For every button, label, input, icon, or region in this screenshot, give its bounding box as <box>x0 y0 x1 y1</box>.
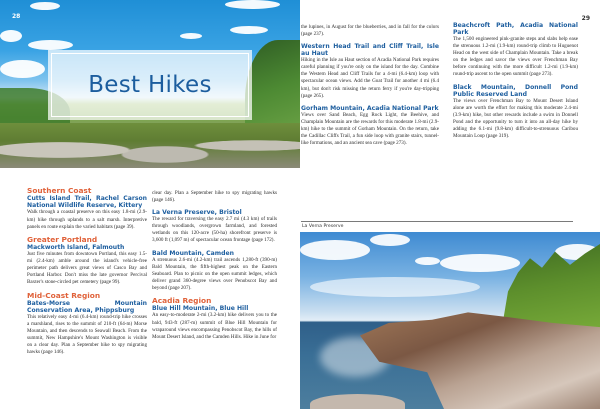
hike-heading: Beachcroft Path, Acadia National Park <box>453 22 578 36</box>
page-title: Best Hikes <box>88 72 212 98</box>
hike-description: Views over Sand Beach, Egg Rock Light, the Beehive, and Champlain Mountain are the rewards for this moderate 1.8-mi (2.9-km) hike to the summit of Gorham Mountain. On the return, take the Cadillac Cliffs Trail, a fun side loop with granite stairs, tunnel-like formations, and an ancient sea cave (page 273). <box>301 111 439 147</box>
hike-description: Hiking in the Isle au Haut section of Acadia National Park requires careful planning if you're only on the island for the day. Combine the Western Head and Cliff Trails for a 4-mi (6.4-km) loop with spectacular ocean views. Add the Goat Trail for another 4 mi (6.4 km), but don't risk missing the return ferry if you're day-tripping (page 265). <box>301 57 439 99</box>
hike-heading: La Verna Preserve, Bristol <box>152 209 242 217</box>
hike-description: This relatively easy 4-mi (6.4-km) round-trip hike crosses a marshland, rises to the summit of 210-ft (64-m) Morse Mountain, and then descends to Seawall Beach. From the summit, New Hampshire's Mount Washington is visible on a clear day. Plan a September hike to spy migrating hawks (page 146). <box>27 313 147 356</box>
hike-heading: Cutts Island Trail, Rachel Carson National Wildlife Reserve, Kittery <box>27 195 147 210</box>
hike-description: An easy-to-moderate 2-mi (3.2-km) hike delivers you to the bald, 943-ft (287-m) summit of Blue Hill Mountain for wraparound views encompassing Penobscot Bay, the hills of Mount Desert Island, and the Camden Hills. Hike in June for <box>152 312 277 340</box>
hike-description: Walk through a coastal preserve on this easy 1.8-mi (2.9-km) hike through uplands to a salt marsh. Interpretive panels en route explain the varied habitats (page 39). <box>27 209 147 230</box>
hike-heading: Bald Mountain, Camden <box>152 249 234 257</box>
hike-description: The reward for traversing the easy 2.7 mi (4.3 km) of trails through woodlands, overgrown farmland, and forested wetlands on this 120-acre (50-ha) shorefront preserve is 3,600 ft (1,097 m) of spectacular ocean frontage (page 172). <box>152 216 277 244</box>
hike-heading: Black Mountain, Donnell Pond Public Reserved Land <box>453 83 578 98</box>
rocks-image-region <box>0 123 300 168</box>
page-number-left: 28 <box>12 13 21 20</box>
text-column-1 <box>27 186 147 361</box>
region-heading: Acadia Region <box>152 296 212 306</box>
text-column-2 <box>152 190 277 353</box>
hike-heading: Blue Hill Mountain, Blue Hill <box>152 305 249 313</box>
hike-heading: Western Head Trail and Cliff Trail, Isle au Haut <box>301 43 439 58</box>
hike-description: Just five minutes from downtown Portland, this easy 1.5-mi (2.4-km) amble around the island's vehicle-free perimeter path delivers great views of Casco Bay and Portland Harbor. Don't miss the late governor Percival Baxter's stone-circled pet cemetery (page 99). <box>27 251 147 286</box>
region-heading: Southern Coast <box>27 186 92 195</box>
hike-heading: Bates-Morse Mountain Conservation Area, Phippsburg <box>27 299 147 314</box>
title-box <box>48 50 252 120</box>
page-number-right: 29 <box>581 15 590 22</box>
caption-divider <box>301 221 573 222</box>
hike-heading: Mackworth Island, Falmouth <box>27 244 125 252</box>
hike-description: The views over Frenchman Bay to Mount Desert Island alone are worth the effort for making this moderate 2.4-mi (3.9-km) hike, but other rewards include a swim in Donnell Pond and the opportunity to turn it into an all-day hike by adding the 6.1-mi (9.8-km) difficult-to-strenuous Caribou Mountain Loop (page 319). <box>453 97 578 140</box>
hike-description-continued: clear day. Plan a September hike to spy migrating hawks (page 146). <box>152 190 277 204</box>
region-heading: Greater Portland <box>27 234 98 244</box>
hike-heading: Gorham Mountain, Acadia National Park <box>301 104 439 112</box>
hike-description: A strenuous 2.6-mi (4.2-km) trail ascends 1,280-ft (390-m) Bald Mountain, the fifth-highest peak on the Eastern Seaboard. Plan to picnic on the open summit ledges, which deliver grand 360-degree views over Penobscot Bay and beyond (page 207). <box>152 256 277 291</box>
photo-caption: La Verna Preserve <box>302 224 344 229</box>
region-heading: Mid-Coast Region <box>27 290 101 300</box>
hike-description: The 1,500 engineered pink-granite steps and slabs help ease the strenuous 1.2-mi (1.9-km) round-trip climb to Huguenot Head on the west side of Champlain Mountain. Take a break on the ledges and savor the views over Frenchman Bay before continuing with the more difficult 1.2-mi (1.9-km) round-trip ascent to the open summit (page 273). <box>453 36 578 78</box>
text-column-3 <box>301 0 439 152</box>
hero-photo <box>0 0 300 168</box>
hike-description-continued: the lupines, in August for the blueberries, and in fall for the colors (page 237). <box>301 24 439 38</box>
la-verna-photo <box>300 232 600 409</box>
text-column-4 <box>453 22 578 145</box>
